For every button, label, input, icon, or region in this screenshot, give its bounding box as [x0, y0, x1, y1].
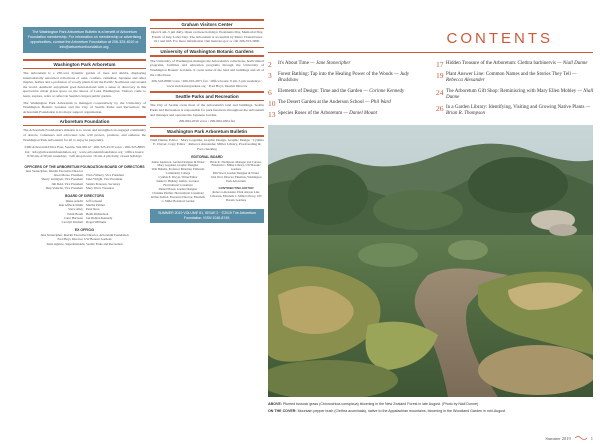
toc-entry-text [278, 61, 418, 68]
editorial-board-member: Cynthia E. Dwyer, Writer/Editor [158, 175, 198, 180]
contents-heading: CONTENTS [446, 30, 553, 47]
uwbg-contact: 206-543-8800 voice / 206-616-2871 fax · Office hours: 9 am–5 pm weekdays · www.uwbotanicgardens.org · Fred Hoyt, Interim Director [151, 79, 263, 88]
toc-item[interactable] [268, 61, 418, 68]
exofficio-list [23, 233, 146, 246]
membership-notice: The Washington Park Arboretum Bulletin is a benefit of Arboretum Foundation membership. For information on membership or advertising opportunities, contact the Arboretum Foundation at 206-325-4510 or info@arboretumfoundation.org. [23, 27, 146, 53]
editorial-board-member: Walt Bubelis, Professor Emeritus, Edmonds Community College [151, 167, 205, 176]
wpa-paragraph-2: The Washington Park Arboretum is managed cooperatively by the University of Washington Botanic Gardens and the City of Seattle Parks and Recreation; the Arboretum Foundation is its major support organization. [23, 100, 146, 114]
officers-list [23, 169, 146, 190]
toc-item[interactable] [268, 111, 418, 118]
toc-page-number: 17 [436, 60, 444, 69]
officer-name: Mary Ward, Treasurer [86, 185, 115, 190]
toc-item[interactable] [268, 89, 418, 96]
officer-name: Tricia Wherry, Vice President [86, 173, 124, 178]
visitors-center-info: Open 9 am–5 pm daily. Open on these holidays: Presidents Day, Memorial Day, Fourth of July, Labor Day. The Arboretum is accessible by Metro Transit buses #11 and #43. For more information visit metrokc.gov or call 206-553-3000. [151, 30, 263, 44]
garden-photo-illustration [268, 125, 593, 397]
section-title-wpa: Washington Park Arboretum [53, 61, 116, 67]
toc-item[interactable] [436, 105, 594, 118]
toc-entry-text [278, 72, 418, 85]
board-member: Diane Adachi [65, 198, 83, 203]
section-rule [23, 68, 146, 70]
section-rule [23, 125, 146, 127]
section-rule [150, 28, 264, 30]
masthead-column-middle [150, 19, 264, 438]
board-member: Tobin Booth [67, 211, 83, 216]
board-member: Steve Alley [68, 207, 83, 212]
section-rule [150, 100, 264, 102]
editorial-board-member: Brian R. Thompson, Manager and Curator, Elisabeth C. Miller Library, UW Botanic Gardens [210, 159, 262, 172]
board-title: BOARD OF DIRECTORS [65, 193, 104, 198]
toc-entry-author: — Corinne Kennedy [362, 88, 405, 94]
toc-page-number: 24 [436, 87, 444, 97]
toc-entry-author: — Jane Stonecipher [308, 61, 351, 66]
photo-caption [268, 402, 593, 414]
section-title-uwbg: University of Washington Botanic Gardens [160, 49, 254, 55]
exofficio-title: EX OFFICIO [74, 228, 95, 233]
toc-page-number: 2 [268, 60, 272, 69]
board-list [23, 199, 146, 224]
board-member: Roger Williams [86, 219, 107, 224]
toc-entry-author: — Niall Dunne [555, 61, 588, 66]
officer-name: Jason Morse, President [53, 173, 83, 178]
officer-name: Janet Wright, Vice President [86, 177, 123, 182]
parks-paragraph: The City of Seattle owns most of the Arboretum's land and buildings. Seattle Parks and Recreation is responsible for park functions throughout the Arboretum and manages and operates the Japanese Garden. [150, 103, 264, 117]
exofficio-member: Jane Stonecipher, Interim Executive Director, Arboretum Foundation [40, 233, 129, 238]
toc-entry-title: In a Garden Library: Identifying, Visiting and Growing Native Plants [446, 105, 585, 111]
toc-item[interactable] [436, 89, 594, 102]
toc-entry-text [446, 61, 594, 68]
board-member: Jan Ridlon-Kennedy [86, 215, 113, 220]
masthead-column-left [23, 27, 146, 438]
officer-name: Skip Vanscha, Vice President [45, 185, 83, 190]
section-title-parks: Seattle Parks and Recreation [175, 93, 239, 99]
parks-contact: 206-684-4556 voice / 206-684-4304 fax [178, 119, 236, 124]
caption-above-label: ABOVE: [268, 402, 282, 406]
section-title-visitors-center: Graham Visitors Center [181, 21, 233, 27]
editorial-board-member: Mary Gogolski, Graphic Designer [157, 163, 199, 168]
editorial-board-member: Richie Steffen, Executive Director, Elisabeth C. Miller Botanical Garden [151, 194, 205, 203]
toc-entry-text [446, 105, 594, 118]
board-member: Martha Palmer [86, 203, 106, 208]
editorial-board-member: Christina Pfeiffer, Horticultural Consultant [152, 190, 204, 195]
section-rule [150, 55, 264, 57]
toc-entry-author: — Brian R. Thompson [446, 105, 591, 117]
foundation-address: 2300 Arboretum Drive East, Seattle, WA 98112 · 206-325-4510 voice / 206-325-8893 fax · info@arboretumfoundation.org · www.arboretumfoundation.org · Office hours: 8:30 am–4:30 pm weekdays · Gift shop hours: 10 am–4 pm daily, closed holidays [24, 145, 145, 159]
officer-name: Sherry Lundgren, Vice President [41, 177, 83, 182]
contents-column [268, 22, 593, 442]
board-member: Carol Harrison [63, 215, 83, 220]
exofficio-member: Jesús Aguirre, Superintendent, Seattle Parks and Recreation [46, 241, 123, 246]
editorial-board-member: Daniel J. Hinkley, Author, Lecturer, Horticultural Consultant [156, 179, 200, 187]
contents-rule [268, 52, 593, 53]
toc-page-number: 6 [268, 87, 272, 97]
officer-name: Jim Reid, Vice President [51, 181, 83, 186]
toc-entry-author: — Niall Dunne [446, 88, 594, 100]
toc-entry-title: Elements of Design: Time and the Garden [278, 88, 363, 94]
contributing-editor-title: CONTRIBUTING EDITOR [218, 185, 254, 190]
bulletin-staff: Niall Dunne, Editor · Mary Gogolski, Graphic Design, Graphic Design · Cynthia E. Dwyer, Copy Editor · Rebecca Alexander, Miller Library, Proofreading & Fact-checking [150, 137, 264, 151]
toc-entry-title: It's About Time [278, 61, 309, 66]
officer-name: Jane Stonecipher, Interim Executive Director [25, 168, 83, 173]
toc-item[interactable] [436, 61, 594, 68]
toc-page-number: 3 [268, 71, 272, 80]
toc-entry-title: Species Roses of the Arboretum [278, 110, 343, 116]
officer-name: Sandra Peterson, Secretary [86, 181, 121, 186]
board-member: Peter Ross [86, 207, 100, 212]
toc-entry-author: — Judy Bradshaw [278, 72, 410, 84]
wpa-paragraph-1: The Arboretum is a 230-acre dynamic garden of trees and shrubs, displaying internationally renowned collections of oaks, conifers, camellias, Japanese and other maples, hollies and a profusion of woody plants from the Pacific Northwest and around the world. Aesthetic enjoyment goes hand-in-hand with a sense of discovery in this spectacular urban green space on the shores of Lake Washington. Visitors come to learn, explore, relax or reflect in Seattle's largest public garden. [23, 71, 146, 98]
footer-season: Summer 2019 [545, 435, 571, 441]
toc-entry-title: Plant Answer Line: Common Names and the Stories They Tell [446, 72, 571, 77]
editorial-board-member: Janine Anderson, Garden Designer & Writer [151, 159, 205, 164]
section-title-bulletin: Washington Park Arboretum Bulletin [166, 129, 248, 135]
editorial-board-member: John Wott, Director Emeritus, Washington Park Arboretum [210, 175, 262, 184]
toc-list-right [436, 61, 594, 122]
toc-entry-text [446, 72, 594, 85]
board-member: Jeff Leboeuf [86, 198, 103, 203]
garden-photo [268, 125, 593, 397]
uwbg-paragraph: The University of Washington manages the Arboretum's collections, horticultural programs, facilities and education programs through the University of Washington Botanic Gardens. It owns some of the land and buildings and all of the collections. [150, 58, 264, 77]
toc-entry-title: Forest Bathing: Tap into the Healing Power of the Woods [278, 72, 393, 77]
caption-cover-label: ON THE COVER: [268, 408, 297, 413]
toc-page-number: 13 [268, 109, 276, 119]
board-member: Carolyn Kitchell [61, 219, 83, 224]
editorial-board-member: Daniel Mount, Garden Designer [158, 186, 198, 191]
contributing-editor: Rebecca Alexander, Plant Answer Line Librarian, Elisabeth C. Miller Library, UW Botanic Gardens [210, 189, 262, 202]
toc-entry-author: — Rebecca Alexander [446, 72, 577, 84]
editorial-board-list [150, 161, 264, 204]
toc-entry-text [278, 89, 418, 96]
page-number: 1 [590, 435, 593, 441]
caption-above-text: Plumed tussock grass (Chionochloa conspicua) blooming in the New Zealand Forest in late August. (Photo by Niall Dunne) [282, 402, 479, 406]
toc-page-number: 10 [268, 98, 276, 108]
board-member: Jean Affleck-Smith [58, 203, 83, 208]
toc-entry-title: The Desert Garden at the Anderson School [278, 99, 364, 105]
foundation-mission: The Arboretum Foundation's mission is to create and strengthen an engaged community of donors, volunteers and advocates who will protect, promote, and enhance the Washington Park Arboretum for all to enjoy in perpetuity. [23, 128, 147, 142]
toc-entry-text [278, 100, 418, 107]
issue-info-box: SUMMER 2019 VOLUME 81, ISSUE 2 · ©2019 The Arboretum Foundation. ISSN 1046-8749. [150, 209, 264, 223]
toc-entry-title: The Arboretum Gift Shop: Reminiscing with Mary Ellen Mobley [446, 88, 577, 94]
toc-entry-author: — Daniel Mount [342, 110, 378, 116]
toc-list-left [268, 61, 418, 122]
toc-item[interactable] [268, 72, 418, 85]
squiggle-ornament-icon [575, 435, 587, 441]
toc-item[interactable] [436, 72, 594, 85]
toc-entry-author: — Phil Ward [363, 99, 391, 105]
toc-page-number: 26 [436, 104, 444, 114]
section-title-foundation: Arboretum Foundation [59, 118, 110, 124]
toc-page-number: 19 [436, 71, 444, 80]
officers-title: OFFICERS OF THE ARBORETUM FOUNDATION BOARD OF DIRECTORS [24, 164, 145, 169]
board-member: Heidi Richardson [86, 211, 109, 216]
editorial-board-title: EDITORIAL BOARD [191, 154, 223, 159]
toc-entry-title: Hidden Treasure of the Arboretum: Clethra barbinervis [446, 61, 556, 66]
section-rule [150, 135, 264, 137]
editorial-board-member: Phil Wood, Garden Designer & Writer [212, 171, 260, 176]
toc-item[interactable] [268, 100, 418, 107]
exofficio-member: Fred Hoyt, Director, UW Botanic Gardens [57, 237, 112, 242]
toc-entry-text [446, 89, 594, 102]
toc-entry-text [278, 111, 418, 118]
page-footer [545, 435, 593, 441]
caption-cover-text: Mountain pepper bush (Clethra acuminata), native to the Appalachian mountains, blooming in the Woodland Garden in mid-August. [297, 408, 507, 413]
